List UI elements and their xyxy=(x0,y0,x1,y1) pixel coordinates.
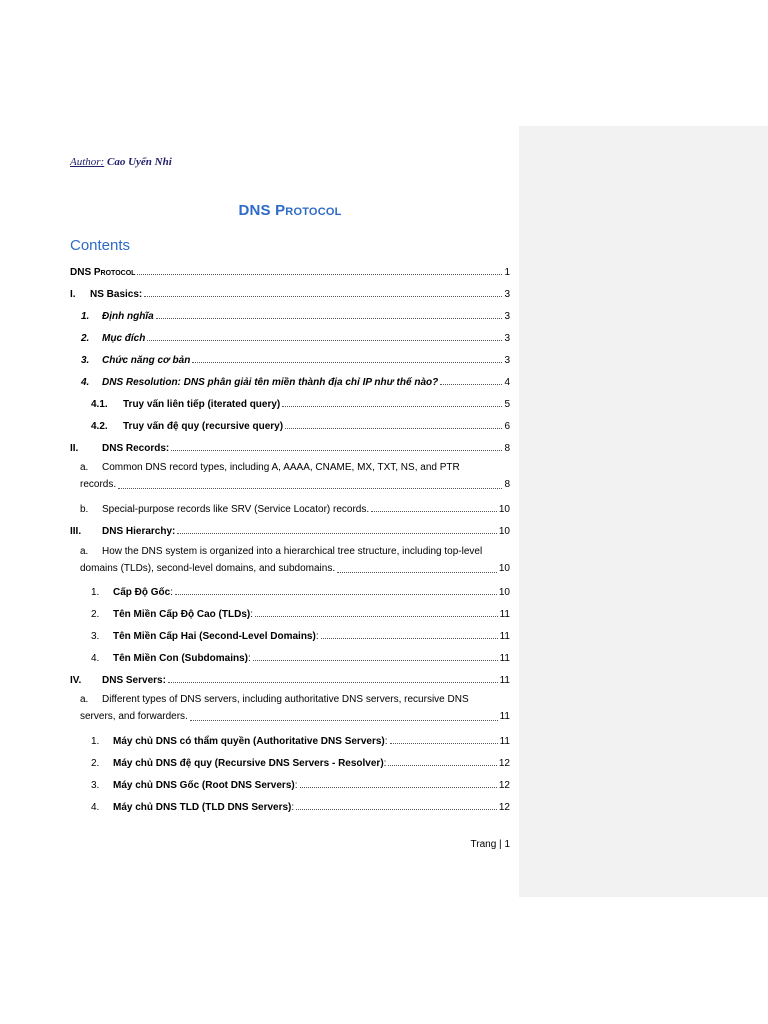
toc-entry-text: Special-purpose records like SRV (Service Locator) records. xyxy=(102,504,370,515)
toc-entry-number: 2. xyxy=(91,609,100,620)
toc-entry-text: Truy vấn liên tiếp (iterated query) xyxy=(123,399,281,410)
toc-entry-number: 1. xyxy=(91,736,100,747)
toc-entry-number: 1. xyxy=(91,587,100,598)
toc-entry-recursive-resolver[interactable]: 2. Máy chủ DNS đệ quy (Recursive DNS Servers - Resolver) : 12 xyxy=(91,758,510,769)
toc-entry-page: 10 xyxy=(498,504,510,515)
toc-entry-text: How the DNS system is organized into a hierarchical tree structure, including top-level xyxy=(102,546,483,557)
toc-entry-page: 6 xyxy=(504,421,510,432)
toc-entry-page: 3 xyxy=(504,311,510,322)
toc-entry-page: 8 xyxy=(504,479,510,490)
toc-entry-recursive-query[interactable] xyxy=(91,416,510,432)
toc-entry-number: a. xyxy=(80,462,89,473)
toc-entry-text: NS Basics: xyxy=(90,289,143,300)
toc-entry-number: a. xyxy=(80,694,89,705)
toc-entry-second-level[interactable]: 3. Tên Miền Cấp Hai (Second-Level Domains) : 11 xyxy=(91,631,510,642)
toc-entry-text: Máy chủ DNS TLD (TLD DNS Servers) xyxy=(113,802,292,813)
toc-entry-page: 11 xyxy=(499,675,510,686)
comment-pane xyxy=(519,126,768,897)
toc-entry-chuc-nang[interactable] xyxy=(81,350,510,366)
toc-entry-text: Mục đích xyxy=(102,333,146,344)
toc-entry-number: 3. xyxy=(91,780,100,791)
toc-entry-text: Common DNS record types, including A, AAAA, CNAME, MX, TXT, NS, and PTR xyxy=(102,462,460,473)
toc-entry-number: 4. xyxy=(81,377,90,388)
toc-entry-text: Máy chủ DNS đệ quy (Recursive DNS Servers - Resolver) xyxy=(113,758,384,769)
toc-entry-text: Chức năng cơ bản xyxy=(102,355,191,366)
toc-entry-text: DNS Resolution: DNS phân giải tên miền thành địa chỉ IP như thế nào? xyxy=(102,377,439,388)
toc-entry-number: 3. xyxy=(91,631,100,642)
toc-entry-root-servers[interactable]: 3. Máy chủ DNS Gốc (Root DNS Servers) : 12 xyxy=(91,780,510,791)
toc-entry-number: b. xyxy=(80,504,89,515)
toc-entry-tld-servers[interactable]: 4. Máy chủ DNS TLD (TLD DNS Servers) : 12 xyxy=(91,802,510,813)
toc-entry-text: Máy chủ DNS Gốc (Root DNS Servers) xyxy=(113,780,295,791)
toc-entry-dns-protocol[interactable] xyxy=(70,262,510,278)
toc-entry-common-records[interactable] xyxy=(80,459,510,493)
toc-entry-number: I. xyxy=(70,289,76,300)
author-label: Author: xyxy=(70,156,105,168)
contents-heading: Contents xyxy=(70,237,131,254)
toc-entry-page: 11 xyxy=(499,609,510,620)
toc-entry-text: Định nghĩa xyxy=(102,311,154,322)
toc-entry-page: 11 xyxy=(499,631,510,642)
page-footer: Trang | 1 xyxy=(470,839,510,850)
toc-entry-number: 4.1. xyxy=(91,399,108,410)
toc-entry-tlds[interactable]: 2. Tên Miền Cấp Độ Cao (TLDs) : 11 xyxy=(91,609,510,620)
toc-entry-text: Máy chủ DNS có thẩm quyền (Authoritative DNS Servers) xyxy=(113,736,385,747)
toc-entry-number: 2. xyxy=(91,758,100,769)
toc-entry-text: DNS Protocol xyxy=(70,267,136,278)
toc-entry-hierarchy-tree[interactable] xyxy=(80,543,510,577)
author-name: Cao Uyển Nhi xyxy=(106,156,172,168)
toc-entry-number: IV. xyxy=(70,675,82,686)
toc-entry-number: III. xyxy=(70,526,82,537)
toc-entry-number: 2. xyxy=(81,333,90,344)
toc-entry-dns-resolution[interactable] xyxy=(81,372,510,388)
toc-entry-text-continued: records. xyxy=(80,479,117,490)
toc-entry-server-types[interactable] xyxy=(80,691,510,725)
toc-entry-number: a. xyxy=(80,546,89,557)
toc-entry-number: 3. xyxy=(81,355,90,366)
toc-entry-text-continued: domains (TLDs), second-level domains, and subdomains. xyxy=(80,563,336,574)
document-title: DNS Protocol xyxy=(238,202,342,219)
author-line xyxy=(70,156,172,168)
toc-entry-page: 5 xyxy=(504,399,510,410)
toc-entry-number: 1. xyxy=(81,311,90,322)
toc-entry-text: Cấp Độ Gốc xyxy=(113,587,171,598)
toc-entry-number: 4.2. xyxy=(91,421,108,432)
toc-entry-dns-hierarchy[interactable] xyxy=(70,521,510,537)
toc-entry-subdomains[interactable]: 4. Tên Miền Con (Subdomains) : 11 xyxy=(91,653,510,664)
toc-entry-cap-do-goc[interactable]: 1. Cấp Độ Gốc : 10 xyxy=(91,587,510,598)
toc-entry-page: 8 xyxy=(504,443,510,454)
toc-entry-text: DNS Records: xyxy=(102,443,170,454)
toc-entry-page: 11 xyxy=(499,711,510,722)
toc-entry-page: 11 xyxy=(499,736,510,747)
toc-entry-page: 12 xyxy=(498,802,510,813)
toc-entry-special-records[interactable] xyxy=(80,499,510,515)
toc-entry-page: 12 xyxy=(498,758,510,769)
toc-entry-page: 10 xyxy=(498,526,510,537)
toc-entry-text: DNS Servers: xyxy=(102,675,166,686)
toc-entry-number: 4. xyxy=(91,653,100,664)
toc-entry-page: 4 xyxy=(504,377,510,388)
toc-entry-page: 3 xyxy=(504,289,510,300)
toc-entry-text: Tên Miền Con (Subdomains) xyxy=(113,653,248,664)
toc-entry-dns-records[interactable] xyxy=(70,438,510,454)
toc-entry-text-continued: servers, and forwarders. xyxy=(80,711,188,722)
toc-entry-authoritative[interactable]: 1. Máy chủ DNS có thẩm quyền (Authoritative DNS Servers) : 11 xyxy=(91,736,510,747)
toc-entry-page: 10 xyxy=(498,587,510,598)
toc-entry-page: 10 xyxy=(498,563,510,574)
toc-entry-dns-servers[interactable] xyxy=(70,670,510,686)
toc-entry-text: Truy vấn đệ quy (recursive query) xyxy=(123,421,284,432)
toc-entry-muc-dich[interactable] xyxy=(81,328,510,344)
toc-entry-number: 4. xyxy=(91,802,100,813)
toc-entry-dinh-nghia[interactable] xyxy=(81,306,510,322)
toc-entry-text: Tên Miền Cấp Hai (Second-Level Domains) xyxy=(113,631,316,642)
toc-entry-page: 3 xyxy=(504,355,510,366)
toc-entry-page: 12 xyxy=(498,780,510,791)
toc-entry-ns-basics[interactable] xyxy=(70,284,510,300)
toc-entry-iterated-query[interactable] xyxy=(91,394,510,410)
toc-entry-text: Different types of DNS servers, including authoritative DNS servers, recursive DNS xyxy=(102,694,469,705)
toc-entry-page: 1 xyxy=(504,267,510,278)
toc-entry-number: II. xyxy=(70,443,79,454)
toc-entry-text: DNS Hierarchy: xyxy=(102,526,176,537)
toc-entry-text: Tên Miền Cấp Độ Cao (TLDs) xyxy=(113,609,251,620)
toc-entry-page: 3 xyxy=(504,333,510,344)
toc-entry-page: 11 xyxy=(499,653,510,664)
